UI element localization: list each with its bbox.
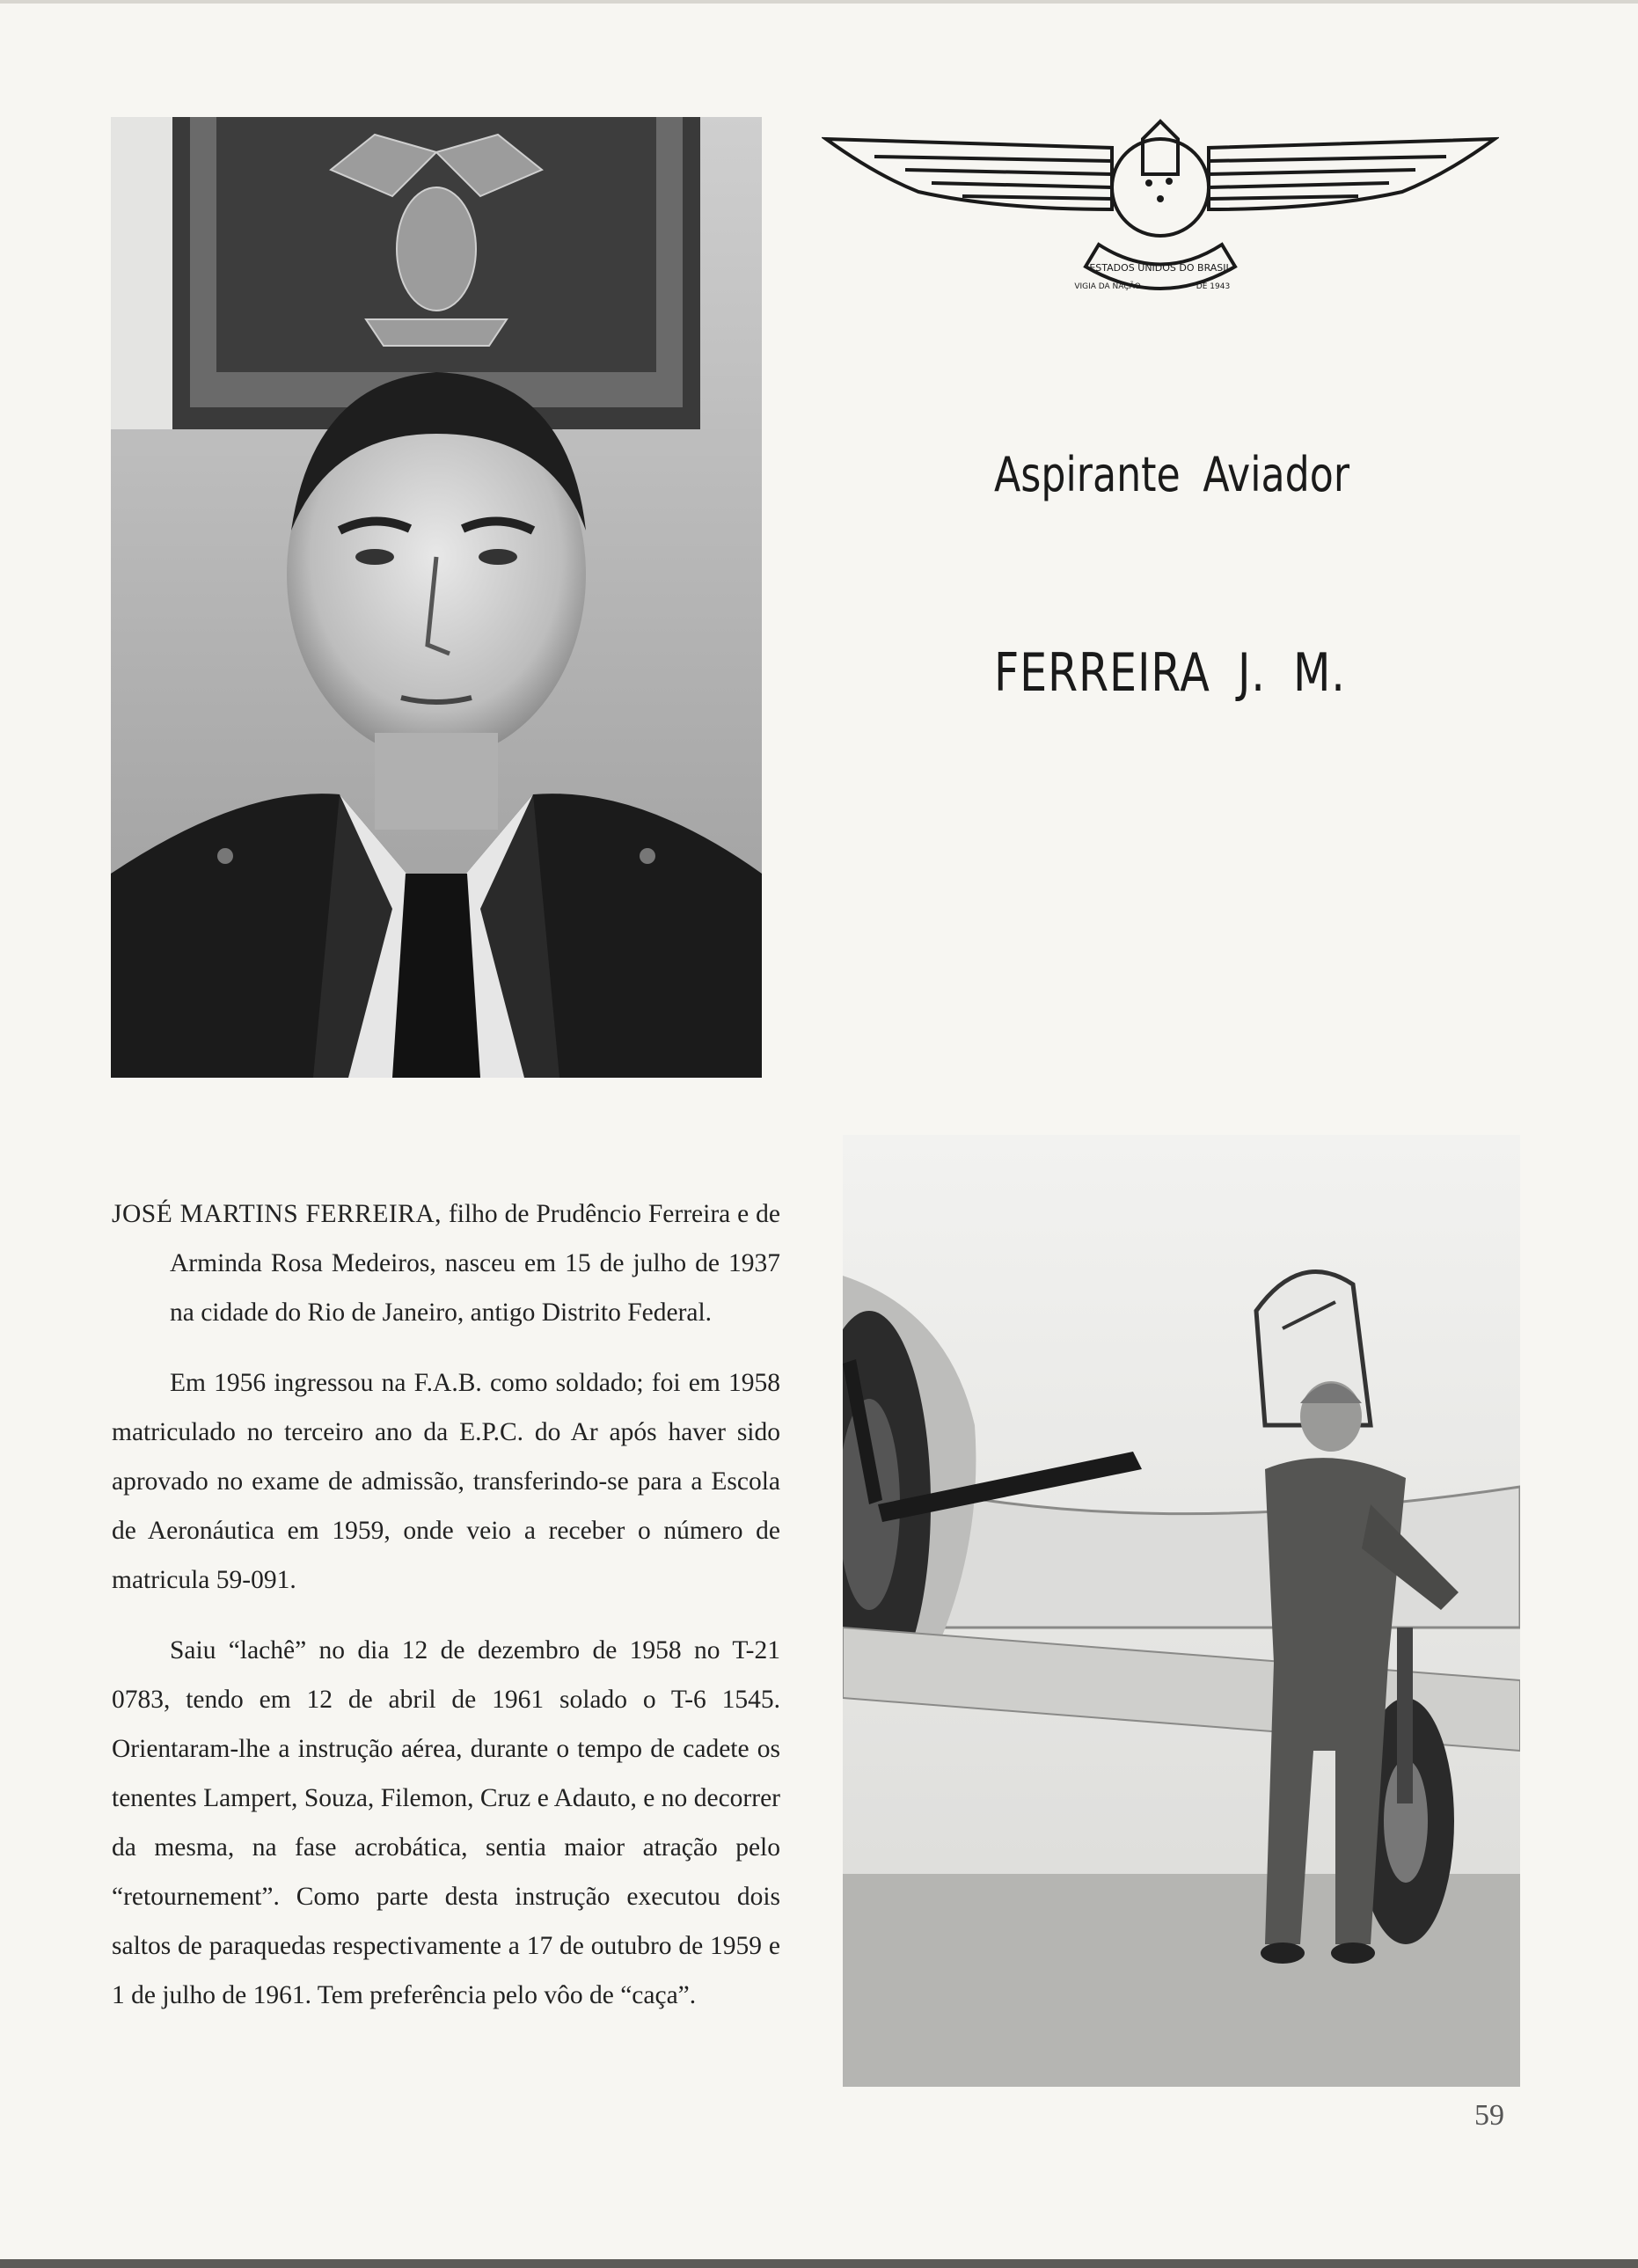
biography-paragraph-1-rest: filho de Prudêncio Ferreira e de Arminda Rosa Medeiros, nasceu em 15 de julho de 1937 na cidade do Rio de Janeiro, antigo Distrito Federal. — [170, 1200, 781, 1327]
biography-paragraph-2: Em 1956 ingressou na F.A.B. como soldado; foi em 1958 matriculado no terceiro ano da E.P.C. do Ar após haver sido aprovado no exame de admissão, transferindo-se para a Escola de Aeronáutica em 1959, onde veio a receber o número de matricula 59-091. — [112, 1369, 780, 1594]
page-edge — [0, 0, 1638, 4]
portrait-photo — [111, 117, 762, 1078]
page-number: 59 — [1474, 2099, 1504, 2132]
biography-paragraph-3: Saiu “lachê” no dia 12 de dezembro de 1958 no T-21 0783, tendo em 12 de abril de 1961 solado o T-6 1545. Orientaram-lhe a instrução aérea, durante o tempo de cadete os tenentes Lampert, Souza, Filemon, Cruz e Adauto, e no decorrer da mesma, na fase acrobática, sentia maior atração pelo “retournement”. Como parte desta instrução executou dois saltos de paraquedas respectivamente a 17 de outubro de 1959 e 1 de julho de 1961. Tem preferência pelo vôo de “caça”. — [112, 1636, 780, 2009]
biography-lead-name: JOSÉ MARTINS FERREIRA, — [112, 1200, 442, 1228]
page-edge — [0, 2259, 1638, 2268]
emblem-ribbon-left-text: VIGIA DA NAÇÃO — [1074, 282, 1141, 291]
rank-title: Aspirante Aviador — [994, 447, 1350, 502]
wings-emblem — [822, 113, 1499, 311]
emblem-ribbon-text: ESTADOS UNIDOS DO BRASIL — [1089, 262, 1232, 274]
biography-text — [112, 1189, 780, 2041]
emblem-ribbon-right-text: DE 1943 — [1196, 282, 1231, 291]
aircraft-photo — [843, 1135, 1520, 2087]
name-title: FERREIRA J. M. — [994, 642, 1346, 704]
biography-paragraph-1 — [112, 1189, 780, 1337]
